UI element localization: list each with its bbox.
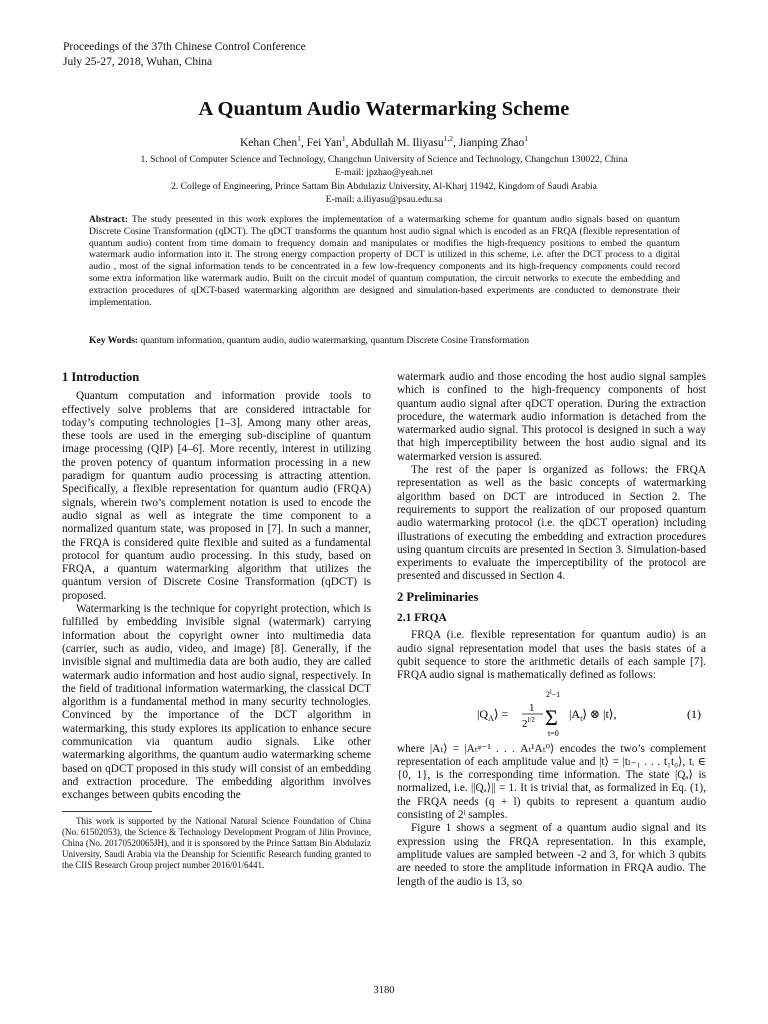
eq-numerator: 1 — [529, 701, 535, 714]
left-column — [62, 371, 371, 871]
affiliation-2: 2. College of Engineering, Prince Sattam Bin Abdulaziz University, Al-Kharj 11942, Kingdom of Saudi Arabia — [171, 181, 597, 192]
eq-term: $|A_t⟩$ ⊗ |t⟩, — [569, 706, 617, 723]
author-affil-mark: 1 — [297, 134, 301, 143]
author-name: Abdullah M. Iliyasu — [350, 136, 444, 149]
eq-sum-upper: $2^l-1$ — [546, 689, 561, 699]
eq-number: (1) — [687, 706, 701, 721]
section-2-heading: 2 Preliminaries — [397, 589, 479, 604]
affiliation-1: 1. School of Computer Science and Technology, Changchun University of Science and Technology, Changchun 130022, China — [140, 154, 628, 165]
intro-paragraph-2: Watermarking is the technique for copyright protection, which is fulfilled by embedding invisible signal (watermark) carrying information about the copyright owner into multimedia data (carrier, such as audio, video, and image) [8]. Generally, if the invisible signal and multimedia data are both audio, they are called watermark audio information and host audio signal, respectively. In the field of traditional information watermarking, the classical DCT algorithm is a fundamental method in many security technologies. Convinced by the importance of the DCT algorithm in watermarking, this study explores its application to enhance secure communication via quantum audio signals. Like other watermarking algorithms, the quantum audio watermarking scheme based on qDCT proposed in this study will consist of an embedding and extraction procedure. The embedding algorithm involves exchanges between qubits encoding the — [62, 603, 371, 802]
intro-paragraph-3: watermark audio and those encoding the host audio signal samples which is confined to the high-frequency components of host quantum audio signal after qDCT operation. During the extraction procedure, the watermark audio information is detached from the watermarked audio signal. This protocol is designed in such a way that high imperceptibility between the host audio signal and its watermarked version is assured. — [397, 371, 706, 463]
affiliation-2-email: E-mail: a.iliyasu@psau.edu.sa — [325, 194, 443, 205]
frqa-paragraph-3: Figure 1 shows a segment of a quantum audio signal and its expression using the FRQA representation. In this example, amplitude values are sampled between -2 and 3, for which 3 qubits are needed to store the amplitude information in FRQA audio. The length of the audio is 13, so — [397, 822, 706, 888]
abstract-label: Abstract: — [89, 214, 128, 225]
author-list: Kehan Chen$^1$, Fei Yan$^1$, Abdullah M. Iliyasu$^{1,2}$, Jianping Zhao$^1$ — [239, 134, 528, 149]
author-name: Fei Yan — [306, 136, 342, 149]
keywords-text: quantum information, quantum audio, audio watermarking, quantum Discrete Cosine Transformation — [140, 335, 530, 346]
abstract — [89, 214, 680, 308]
intro-paragraph-4: The rest of the paper is organized as follows: the FRQA representation as well as the basic concepts of watermarking algorithm based on DCT are introduced in Section 2. The requirements to support the realization of our proposed quantum audio watermarking protocol (i.e. the qDCT operation) including illustrations of executing the embedding and extraction procedures using quantum circuits are presented in Section 3. Simulation-based experiments to evaluate the imperceptibility of the protocol are presented and discussed in Section 4. — [397, 464, 706, 583]
eq-lhs: $|Q_A⟩$ = — [477, 706, 509, 723]
intro-paragraph-1: Quantum computation and information provide tools to effectively solve problems that are considered intractable for today’s computing technologies [1–3]. Among many other areas, these tools are used in the emerging sub-discipline of quantum image processing (QIP) [4–6]. More recently, interest in utilizing the proven potency of quantum information processing in a new paradigm for quantum audio processing is attracting attention. Specifically, a flexible representation for quantum audio (FRQA) signals, wherein two’s complement notation is used to encode the audio signal as well as integrate the time component to a normalized quantum state, was proposed in [7]. In such a manner, the FRQA is considered quite flexible and suited as a fundamental protocol for quantum audio processing. In this study, based on FRQA, a quantum watermarking algorithm that utilizes the quantum version of Discrete Cosine Transformation (qDCT) is proposed. — [62, 390, 371, 602]
author-affil-mark: 1 — [341, 134, 346, 143]
equation-1-graphic — [397, 685, 706, 741]
keywords — [89, 335, 680, 347]
frqa-paragraph-2: where |Aₜ⟩ = |Aₜᵠ⁻¹ . . . Aₜ¹Aₜ⁰⟩ encodes the two’s complement representation of each amplitude value and |t⟩ = |tₗ₋₁ . . . t₁t₀⟩, tᵢ ∈ {0, 1}, is the corresponding time information. The state |Qₐ⟩ is normalized, i.e. ||Qₐ⟩|| = 1. It is trivial that, as formalized in Eq. (1), the FRQA needs (q + l) qubits to represent a quantum audio consisting of 2ˡ samples. — [397, 742, 706, 822]
eq-denominator: $2^{l/2}$ — [522, 715, 535, 730]
proceedings-title: Proceedings of the 37th Chinese Control Conference — [63, 41, 306, 53]
author-affil-mark: 1 — [524, 134, 528, 143]
right-column — [397, 371, 706, 889]
affiliation-1-email: E-mail: jpzhao@yeah.net — [335, 167, 433, 178]
sigma-symbol: Σ — [545, 704, 558, 730]
equation-1 — [397, 685, 706, 741]
frqa-paragraph-1: FRQA (i.e. flexible representation for quantum audio) is an audio signal representation model that uses the basis states of a qubit sequence to store the arithmetic details of each sample [7]. FRQA audio signal is mathematically defined as follows: — [397, 629, 706, 682]
eq-sum-lower: t=0 — [548, 728, 559, 738]
abstract-text: The study presented in this work explores the implementation of a watermarking scheme for quantum audio signals based on quantum Discrete Cosine Transformation (qDCT). The qDCT transforms the quantum host audio signal which is encoded as an FRQA (flexible representation of quantum audio) content from time domain to frequency domain and manipulates or modifies the high-frequency positions to embed the quantum watermark audio information into it. The strong energy compaction property of DCT is utilized in this scheme, i.e. after the DCT process to a digital audio , most of the signal information tends to be concentrated in a few low-frequency components and its high-frequency components could record some extra information like watermark audio. Built on the circuit model of quantum computation, the circuit networks to execute the embedding and extraction procedures of qDCT-based watermarking algorithm are designed and simulation-based experiments are conducted to demonstrate their implementation. — [89, 214, 680, 308]
page-number: 3180 — [373, 985, 395, 996]
footnote-divider — [62, 811, 152, 812]
paper-title: A Quantum Audio Watermarking Scheme — [198, 98, 570, 120]
proceedings-header — [63, 40, 306, 70]
author-affil-mark: 1,2 — [443, 134, 454, 143]
section-1-heading: 1 Introduction — [62, 370, 140, 384]
author-name: Jianping Zhao — [458, 136, 525, 149]
proceedings-date: July 25-27, 2018, Wuhan, China — [63, 56, 213, 68]
funding-footnote: This work is supported by the National Natural Science Foundation of China (No. 61502053), the Science & Technology Development Program of Jilin Province, China (No. 20170520065JH), and it is sponsored by the Prince Sattam Bin Abdulaziz University, Saudi Arabia via the Deanship for Scientific Research funding granted to the CIIS Research Group project number 2016/01/6441. — [62, 815, 371, 870]
subsection-2-1-heading: 2.1 FRQA — [397, 612, 447, 625]
keywords-label: Key Words: — [89, 335, 139, 346]
author-name: Kehan Chen — [239, 136, 298, 149]
